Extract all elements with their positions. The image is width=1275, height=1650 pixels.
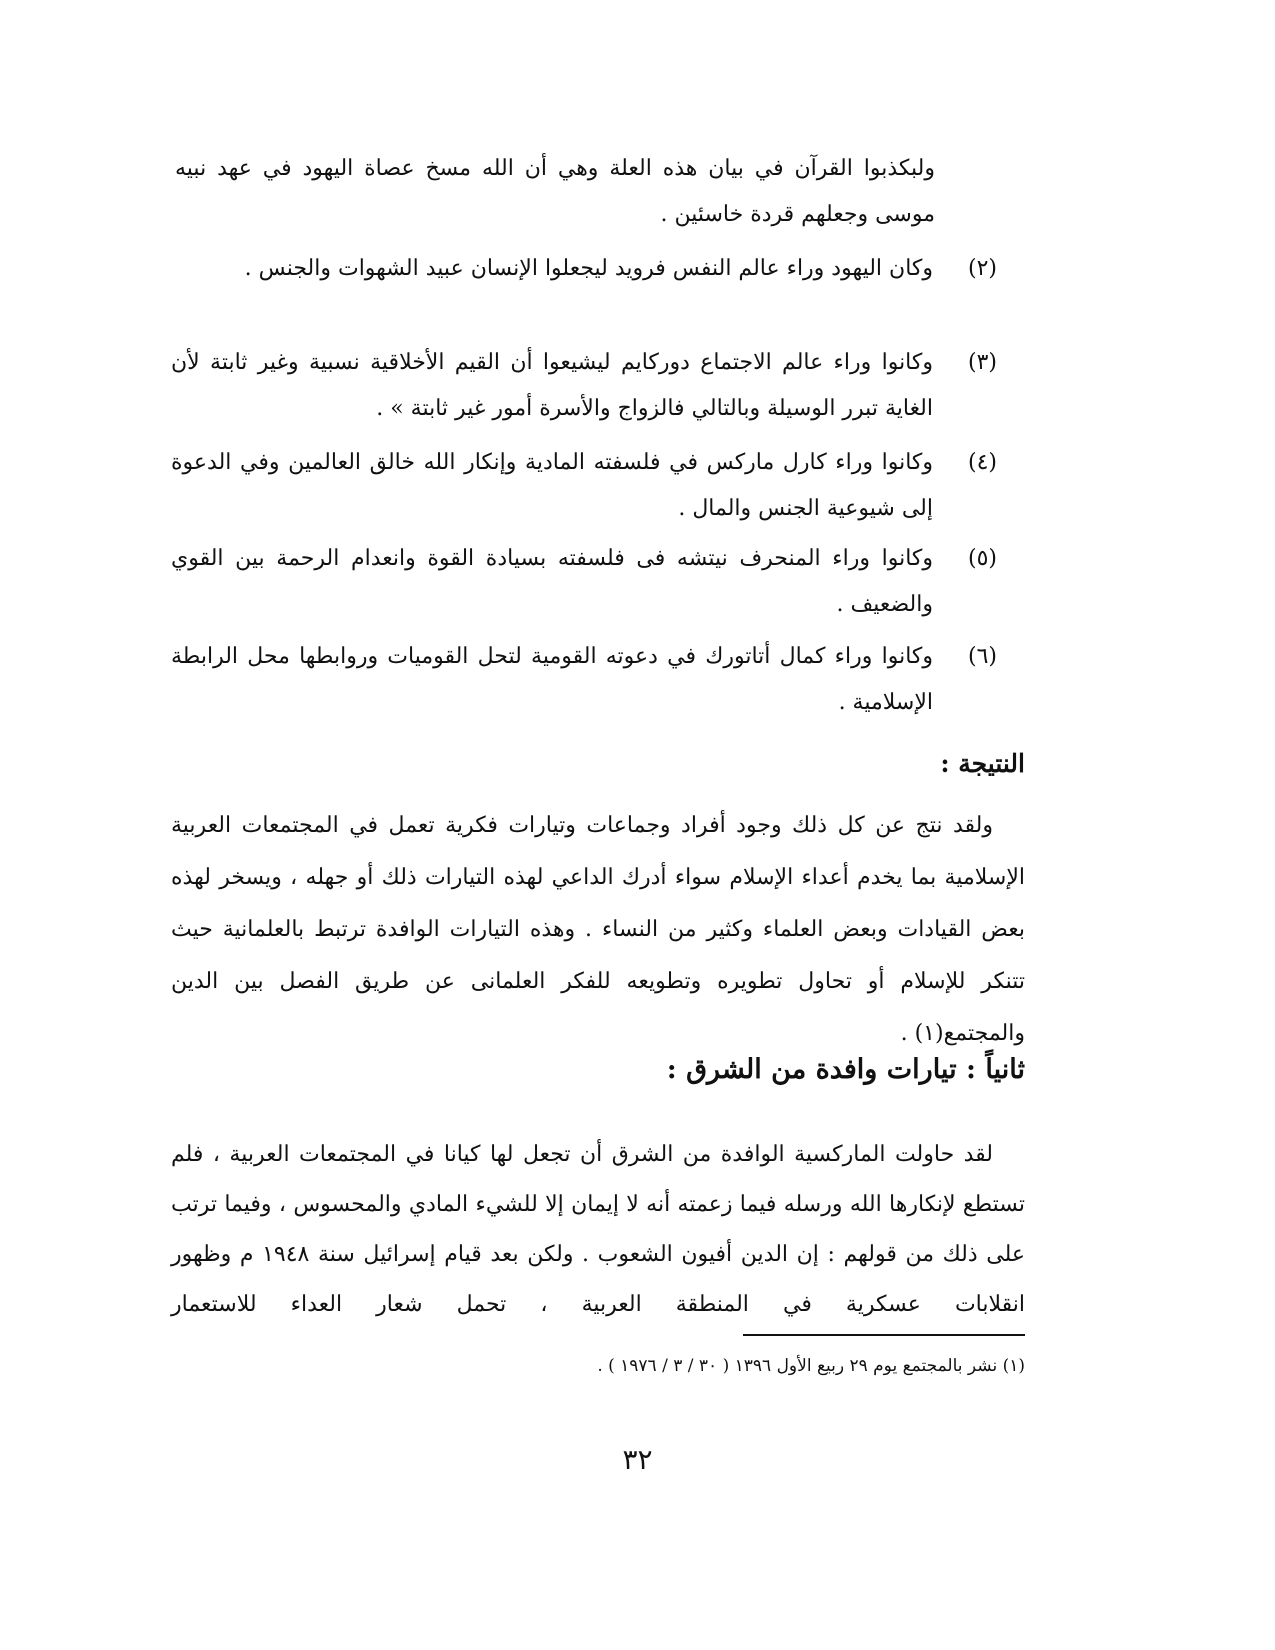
- list-item: [171, 536, 997, 628]
- item-text: وكانوا وراء المنحرف نيتشه فى فلسفته بسيادة القوة وانعدام الرحمة بين القوي والضعيف .: [171, 546, 933, 617]
- list-item: [171, 246, 997, 292]
- item-number: (٦): [967, 644, 997, 669]
- item-number: (٥): [967, 546, 997, 571]
- list-item: [171, 634, 997, 726]
- footnote: (١) نشر بالمجتمع يوم ٢٩ ربيع الأول ١٣٩٦ ( ٣٠ / ٣ / ١٩٧٦ ) .: [597, 1356, 1025, 1376]
- section-paragraph: لقد حاولت الماركسية الوافدة من الشرق أن تجعل لها كيانا في المجتمعات العربية ، فلم تستطع لإنكارها الله ورسله فيما زعمته أنه لا إيمان إلا للشيء المادي والمحسوس ، وفيما ترتب على ذلك من قولهم : إن الدين أفيون الشعوب . ولكن بعد قيام إسرائيل سنة ١٩٤٨ م وظهور انقلابات عسكرية في المنطقة العربية ، تحمل شعار العداء للاستعمار: [171, 1142, 1025, 1317]
- footnote-divider: [743, 1334, 1025, 1336]
- item-number: (٤): [967, 450, 997, 475]
- list-item: [171, 440, 997, 532]
- continuation-paragraph: ولبكذبوا القرآن في بيان هذه العلة وهي أن الله مسخ عصاة اليهود في عهد نبيه موسى وجعلهم قردة خاسئين .: [175, 156, 935, 227]
- item-text: وكانوا وراء كمال أتاتورك في دعوته القومية لتحل القوميات وروابطها محل الرابطة الإسلامية .: [171, 644, 933, 715]
- list-item: [171, 340, 997, 432]
- item-number: (٣): [967, 350, 997, 375]
- section-heading: ثانياً : تيارات وافدة من الشرق :: [666, 1054, 1025, 1085]
- result-paragraph: ولقد نتج عن كل ذلك وجود أفراد وجماعات وتيارات فكرية تعمل في المجتمعات العربية الإسلامية بما يخدم أعداء الإسلام سواء أدرك الداعي لهذه التيارات ذلك أو جهله ، ويسخر لهذه بعض القيادات وبعض العلماء وكثير من النساء . وهذه التيارات الوافدة ترتبط بالعلمانية حيث تتنكر للإسلام أو تحاول تطويره وتطويعه للفكر العلمانى عن طريق الفصل بين الدين والمجتمع(١) .: [171, 813, 1025, 1046]
- item-text: وكانوا وراء عالم الاجتماع دوركايم ليشيعوا أن القيم الأخلاقية نسبية وغير ثابتة لأن الغاية تبرر الوسيلة وبالتالي فالزواج والأسرة أمور غير ثابتة » .: [171, 350, 933, 421]
- item-number: (٢): [967, 256, 997, 281]
- page-number: ٣٢: [622, 1443, 653, 1476]
- item-text: وكان اليهود وراء عالم النفس فرويد ليجعلوا الإنسان عبيد الشهوات والجنس .: [244, 256, 933, 281]
- result-heading: النتيجة :: [940, 749, 1025, 778]
- item-text: وكانوا وراء كارل ماركس في فلسفته المادية وإنكار الله خالق العالمين وفي الدعوة إلى شيوعية الجنس والمال .: [171, 450, 933, 521]
